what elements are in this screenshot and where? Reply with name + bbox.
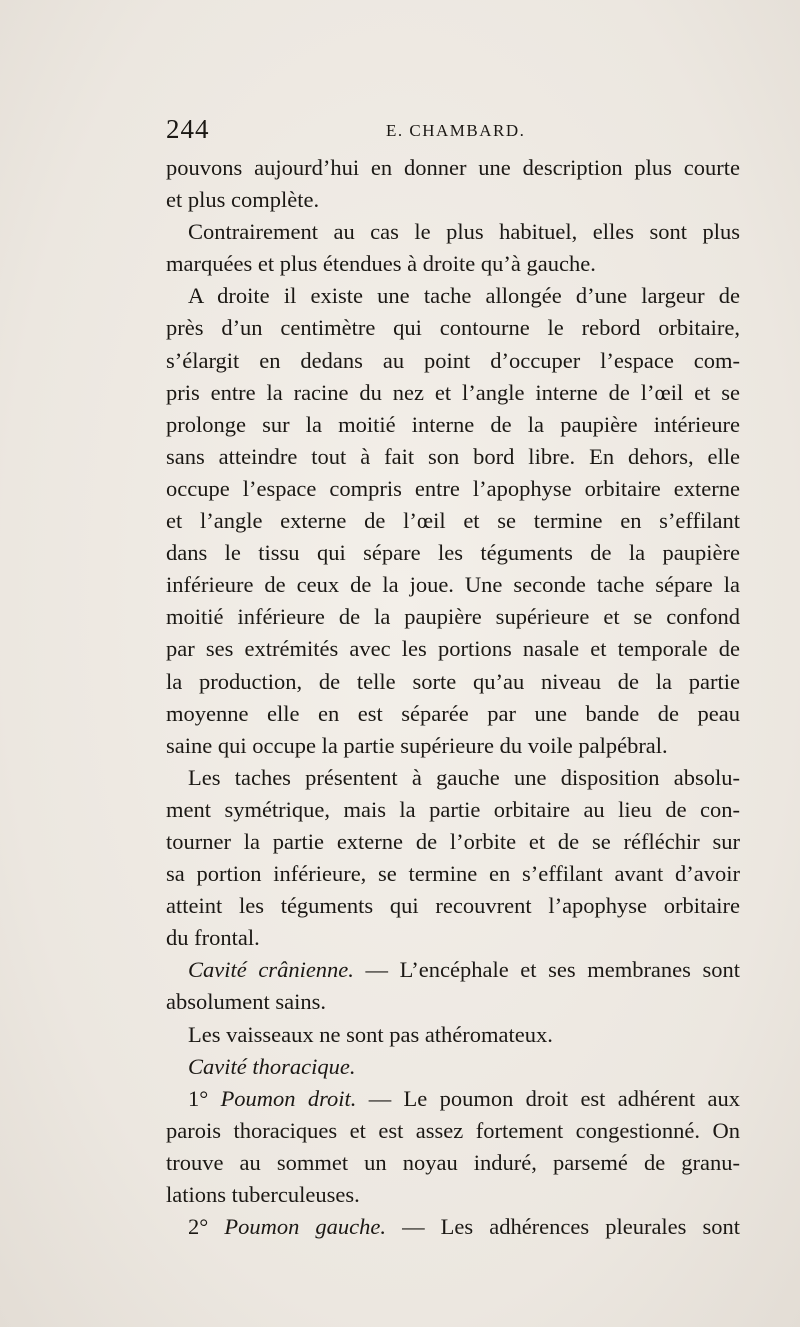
- text-line: [166, 601, 740, 633]
- line-text: occupe l’espace compris entre l’apophyse orbitaire externe: [166, 475, 740, 501]
- text-line: [166, 633, 740, 665]
- line-text: A droite il existe une tache allongée d’une largeur de: [188, 283, 740, 309]
- text-line: [166, 922, 740, 954]
- line-text: marquées et plus étendues à droite qu’à gauche.: [166, 251, 596, 277]
- text-line: [166, 569, 740, 601]
- text-line: [166, 216, 740, 248]
- line-text: trouve au sommet un noyau induré, parsemé de granu-: [166, 1149, 740, 1175]
- line-text: absolument sains.: [166, 989, 326, 1015]
- line-text: la production, de telle sorte qu’au niveau de la partie: [166, 668, 740, 694]
- line-text: Contrairement au cas le plus habituel, elles sont plus: [188, 219, 740, 245]
- line-text: atteint les téguments qui recouvrent l’apophyse orbitaire: [166, 893, 740, 919]
- line-text: saine qui occupe la partie supérieure du voile palpébral.: [166, 732, 668, 758]
- line-text: dans le tissu qui sépare les téguments de la paupière: [166, 540, 740, 566]
- line-text: et l’angle externe de l’œil et se termine en s’effilant: [166, 508, 740, 534]
- line-text: pris entre la racine du nez et l’angle interne de l’œil et se: [166, 379, 740, 405]
- running-head: E. CHAMBARD.: [386, 121, 526, 140]
- text-line: [166, 184, 740, 216]
- text-line: [166, 377, 740, 409]
- line-text: et plus complète.: [166, 187, 320, 213]
- text-line: [166, 698, 740, 730]
- italic-heading: Poumon droit.: [220, 1085, 357, 1111]
- text-line: [166, 1179, 740, 1211]
- text-line: [166, 1211, 740, 1243]
- line-text: par ses extrémités avec les portions nasale et temporale de: [166, 636, 740, 662]
- text-line: [166, 794, 740, 826]
- text-line: [166, 473, 740, 505]
- text-line: [166, 986, 740, 1018]
- line-text: — Les adhérences pleurales sont: [386, 1214, 741, 1240]
- page-number: 244: [166, 114, 210, 144]
- text-line: [166, 505, 740, 537]
- line-text: parois thoraciques et est assez fortement congestionné. On: [166, 1117, 740, 1143]
- line-text: sa portion inférieure, se termine en s’effilant avant d’avoir: [166, 861, 740, 887]
- text-line: [166, 890, 740, 922]
- body-text: [166, 152, 740, 1243]
- text-line: [166, 441, 740, 473]
- line-text: moyenne elle en est séparée par une bande de peau: [166, 700, 740, 726]
- text-line: [166, 152, 740, 184]
- text-line: [166, 730, 740, 762]
- text-line: [166, 826, 740, 858]
- text-line: [166, 954, 740, 986]
- line-text: 1°: [188, 1085, 221, 1111]
- text-line: [166, 248, 740, 280]
- text-line: [166, 1051, 740, 1083]
- text-line: [166, 345, 740, 377]
- line-text: — Le poumon droit est adhérent aux: [356, 1085, 740, 1111]
- line-text: Les taches présentent à gauche une disposition absolu-: [188, 764, 740, 790]
- page-header: [166, 114, 740, 144]
- line-text: inférieure de ceux de la joue. Une seconde tache sépare la: [166, 572, 740, 598]
- line-text: 2°: [188, 1214, 225, 1240]
- text-line: [166, 280, 740, 312]
- text-line: [166, 409, 740, 441]
- line-text: lations tuberculeuses.: [166, 1182, 360, 1207]
- italic-heading: Cavité thoracique.: [188, 1053, 356, 1079]
- text-line: [166, 312, 740, 344]
- text-line: [166, 537, 740, 569]
- line-text: tourner la partie externe de l’orbite et de se réfléchir sur: [166, 828, 740, 854]
- line-text: pouvons aujourd’hui en donner une description plus courte: [166, 155, 740, 180]
- line-text: — L’encéphale et ses membranes sont: [365, 957, 741, 983]
- line-text: prolonge sur la moitié interne de la paupière intérieure: [166, 411, 740, 437]
- line-text: s’élargit en dedans au point d’occuper l’espace com-: [166, 347, 740, 373]
- italic-heading: Poumon gauche.: [224, 1214, 386, 1240]
- line-text: sans atteindre tout à fait son bord libre. En dehors, elle: [166, 443, 740, 469]
- text-line: [166, 1147, 740, 1179]
- text-line: [166, 1115, 740, 1147]
- italic-heading: Cavité crânienne.: [188, 957, 354, 983]
- line-text: ment symétrique, mais la partie orbitaire au lieu de con-: [166, 796, 740, 822]
- text-line: [166, 1019, 740, 1051]
- line-text: près d’un centimètre qui contourne le rebord orbitaire,: [166, 315, 740, 341]
- line-text: Les vaisseaux ne sont pas athéromateux.: [188, 1021, 553, 1047]
- text-line: [166, 1083, 740, 1115]
- text-line: [166, 666, 740, 698]
- text-line: [166, 858, 740, 890]
- line-text: du frontal.: [166, 925, 260, 951]
- text-line: [166, 762, 740, 794]
- line-text: moitié inférieure de la paupière supérieure et se confond: [166, 604, 740, 630]
